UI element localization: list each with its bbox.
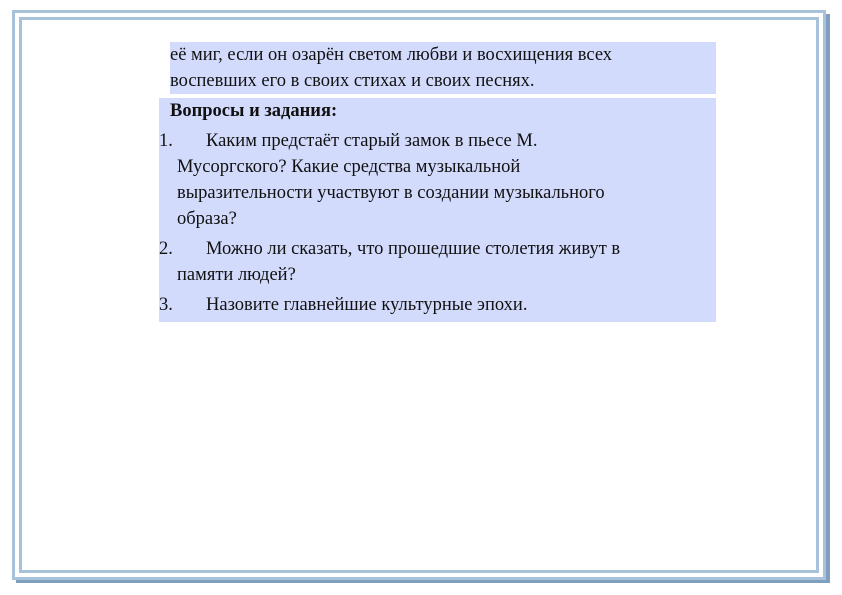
question-line: Мусоргского? Какие средства музыкальной [177, 157, 521, 177]
intro-paragraph [159, 42, 716, 98]
question-item-2 [159, 236, 716, 292]
frame-shadow-right [826, 14, 830, 582]
question-line: памяти людей? [177, 265, 296, 285]
intro-line: её миг, если он озарён светом любви и восхищения всех [170, 45, 613, 65]
question-line: Каким предстаёт старый замок в пьесе М. [206, 131, 538, 151]
frame-shadow-bottom [16, 580, 830, 583]
question-number: 3. [159, 295, 173, 315]
questions-heading: Вопросы и задания: [159, 98, 716, 128]
question-item-3 [159, 292, 716, 322]
question-number: 2. [159, 239, 173, 259]
question-number: 1. [159, 131, 173, 151]
intro-line: воспевших его в своих стихах и своих песнях. [170, 71, 535, 91]
question-line: Назовите главнейшие культурные эпохи. [206, 295, 528, 315]
questions-list [159, 128, 716, 322]
question-line: Можно ли сказать, что прошедшие столетия живут в [206, 239, 621, 259]
question-line: выразительности участвуют в создании музыкального [177, 183, 605, 203]
question-line: образа? [177, 209, 237, 229]
text-block [159, 42, 716, 322]
question-item-1 [159, 128, 716, 236]
